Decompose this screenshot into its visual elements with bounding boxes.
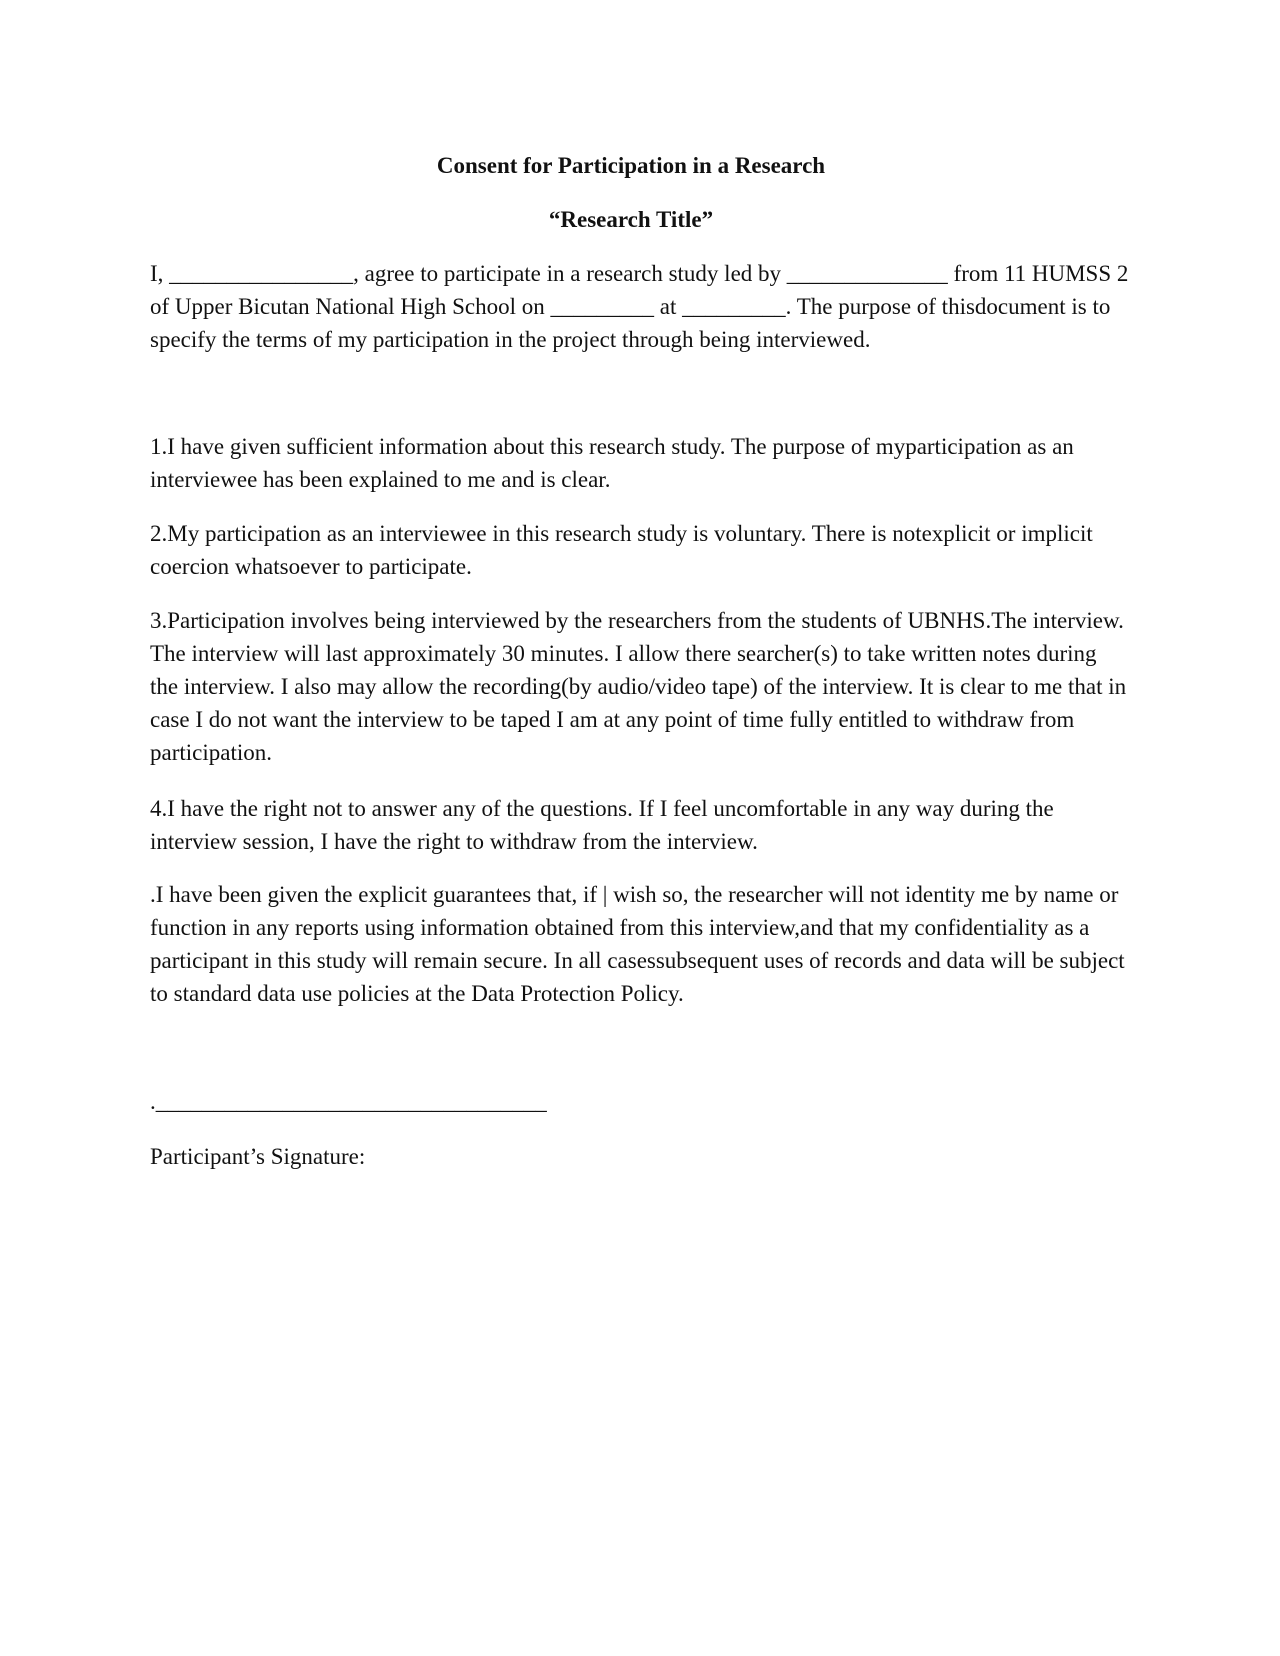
signature-line: .__________________________________ bbox=[150, 1089, 547, 1114]
signature-label: Participant’s Signature: bbox=[150, 1144, 366, 1169]
consent-item-5: .I have been given the explicit guarantees that, if | wish so, the researcher will not identity me by name or function in any reports using information obtained from this interview,and that my confidentiality as a participant in this study will remain secure. In all casessubsequent uses of records and data will be subject to standard data use policies at the Data Protection Policy. bbox=[150, 882, 1125, 1006]
consent-item-1: 1.I have given sufficient information about this research study. The purpose of myparticipation as an interviewee has been explained to me and is clear. bbox=[150, 434, 1074, 492]
research-title: “Research Title” bbox=[548, 207, 714, 232]
intro-paragraph: I, ________________, agree to participate in a research study led by ______________ from 11 HUMSS 2 of Upper Bicutan National High School on _________ at _________. The purpose of thisdocument is to specify the terms of my participation in the project through being interviewed. bbox=[150, 261, 1129, 352]
consent-item-3: 3.Participation involves being interviewed by the researchers from the students of UBNHS.The interview. The interview will last approximately 30 minutes. I allow there searcher(s) to take written notes during the interview. I also may allow the recording(by audio/video tape) of the interview. It is clear to me that in case I do not want the interview to be taped I am at any point of time fully entitled to withdraw from participation. bbox=[150, 608, 1127, 765]
consent-item-2: 2.My participation as an interviewee in this research study is voluntary. There is notexplicit or implicit coercion whatsoever to participate. bbox=[150, 521, 1093, 579]
consent-item-4: 4.I have the right not to answer any of the questions. If I feel uncomfortable in any way during the interview session, I have the right to withdraw from the interview. bbox=[150, 796, 1054, 854]
document-title: Consent for Participation in a Research bbox=[436, 153, 826, 178]
